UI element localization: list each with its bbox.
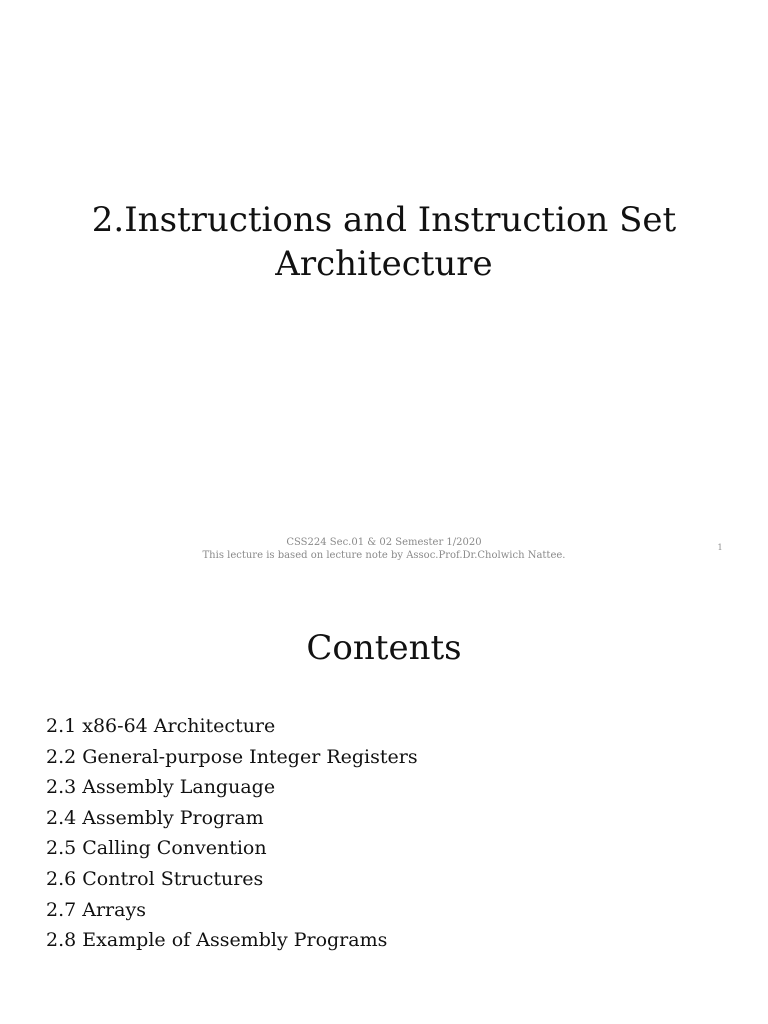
- contents-item: 2.3 Assembly Language: [46, 776, 276, 799]
- contents-item: 2.4 Assembly Program: [46, 806, 264, 829]
- slide-title-line-2: Architecture: [275, 244, 493, 284]
- slide-footer: [140, 536, 628, 562]
- contents-item: 2.2 General-purpose Integer Registers: [46, 745, 418, 768]
- course-info: CSS224 Sec.01 & 02 Semester 1/2020: [286, 537, 482, 548]
- page-number: 1: [717, 543, 723, 552]
- slide-title: [0, 198, 768, 286]
- lecture-credit: This lecture is based on lecture note by Assoc.Prof.Dr.Cholwich Nattee.: [202, 550, 566, 561]
- contents-list: [46, 711, 418, 956]
- slide-title-line-1: 2.Instructions and Instruction Set: [91, 200, 677, 240]
- contents-title: Contents: [306, 628, 462, 668]
- contents-item: 2.8 Example of Assembly Programs: [46, 929, 388, 952]
- contents-item: 2.6 Control Structures: [46, 867, 264, 890]
- contents-item: 2.7 Arrays: [46, 898, 146, 921]
- contents-item: 2.1 x86-64 Architecture: [46, 715, 276, 737]
- contents-item: 2.5 Calling Convention: [46, 837, 267, 860]
- contents-slide: [0, 576, 768, 1024]
